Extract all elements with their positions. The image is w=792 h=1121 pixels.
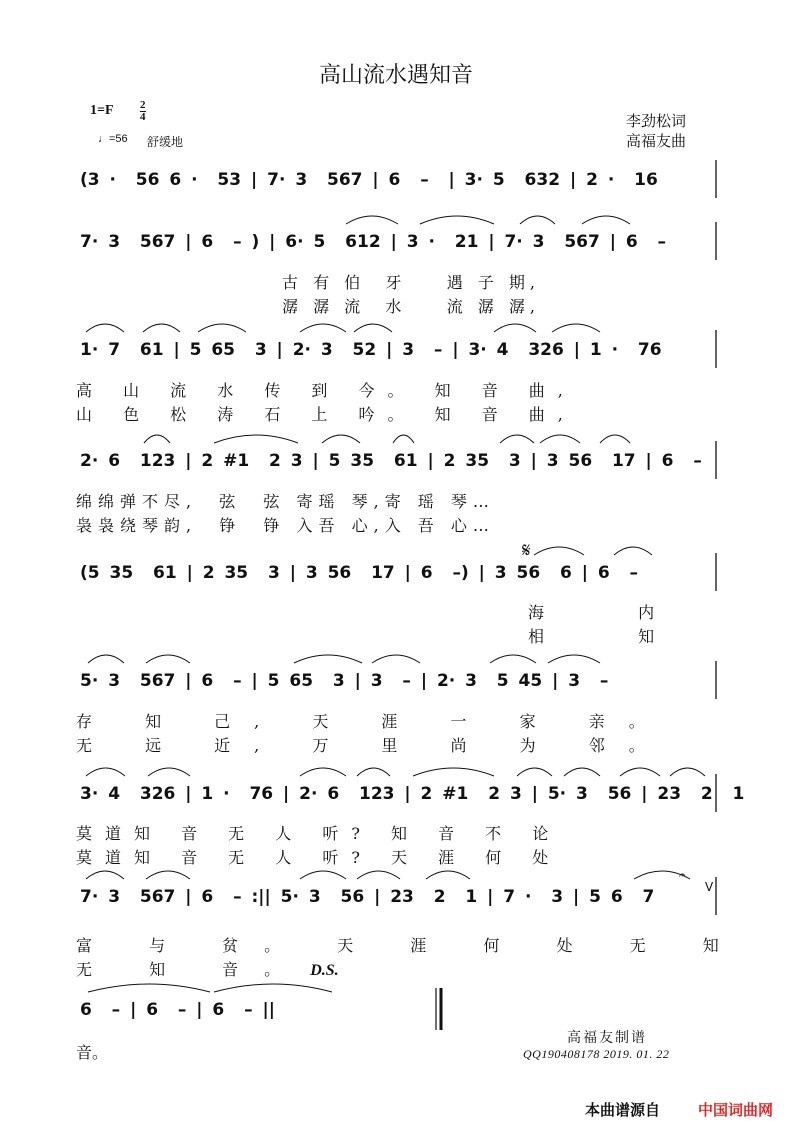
slur [357, 768, 390, 776]
source-label: 本曲谱源自 [585, 1101, 661, 1119]
lyric-line-3-2: 山 色 松 涛 石 上 吟。 知 音 曲, [76, 405, 576, 424]
lyric-line-6-1: 存 知 己, 天 涯 一 家 亲。 [76, 712, 669, 731]
slur [600, 435, 630, 443]
transcriber-credit: 高福友制谱 [567, 1030, 647, 1046]
notation-line-1: (3 · 56 6 · 53 | 7· 3 567 | 6 – | 3· 5 632 | 2 · 16 [80, 170, 658, 190]
lyric-line-8-1: 富 与 贫。 天 涯 何 处 无 知 [76, 936, 745, 955]
slur [146, 871, 190, 879]
lyric-line-4-2: 袅袅绕琴韵, 铮 铮 入吾 心,入 吾 心… [76, 516, 495, 535]
slur [517, 768, 552, 776]
segno-icon: 𝄋 [522, 538, 531, 562]
slur [294, 655, 362, 663]
tempo-mark: ♩=56 [98, 133, 128, 145]
ds-mark: D.S. [306, 962, 339, 979]
expression-mark: 舒缓地 [147, 135, 184, 149]
lyricist: 李劲松词 [626, 112, 687, 130]
time-bottom: 4 [140, 111, 146, 123]
slur [86, 768, 125, 776]
slur [413, 768, 494, 776]
slur [322, 435, 360, 443]
slur [534, 547, 584, 555]
slur [146, 655, 190, 663]
slur [88, 984, 210, 992]
notation-line-2: 7· 3 567 | 6 – ) | 6· 5 612 | 3 · 21 | 7· 3 567 | 6 – [80, 232, 667, 252]
slur [490, 655, 536, 663]
lyric-line-6-2: 无 远 近, 万 里 尚 为 邻。 [76, 736, 669, 755]
slur [520, 216, 555, 224]
notation-line-3: 1· 7 61 | 5 65 3 | 2· 3 52 | 3 – | 3· 4 326 | 1 · 76 [80, 340, 662, 360]
slur [620, 768, 660, 776]
time-top: 2 [140, 99, 146, 111]
slur [214, 984, 332, 992]
slur [300, 324, 346, 332]
slur [88, 655, 124, 663]
breath-mark-icon: V [705, 880, 714, 894]
lyric-line-2-2: 潺 潺 流 水 流 潺 潺, [282, 297, 540, 316]
lyric-line-5-1: 海 内 [528, 603, 683, 622]
slur [86, 324, 124, 332]
slur [214, 435, 298, 443]
notation-line-4: 2· 6 123 | 2 #1 2 3 | 5 35 61 | 2 35 3 | 3 56 17 | 6 – [80, 451, 702, 471]
notation-line-8: 7· 3 567 | 6 – :|| 5· 3 56 | 23 2 1 | 7 · 3 | 5 6 7 [80, 887, 655, 907]
notation-line-7: 3· 4 326 | 1 · 76 | 2· 6 123 | 2 #1 2 3 | 5· 3 56 | 23 2 1 [80, 784, 745, 804]
slur [86, 871, 124, 879]
time-signature [140, 100, 146, 123]
slur [552, 324, 600, 332]
composer: 高福友曲 [626, 132, 687, 150]
slur [393, 435, 414, 443]
slur [540, 435, 580, 443]
lyric-line-3-1: 高 山 流 水 传 到 今。 知 音 曲, [76, 381, 576, 400]
slur [548, 655, 600, 663]
slur [670, 768, 705, 776]
notation-line-5: (5 35 61 | 2 35 3 | 3 56 17 | 6 –) | 3 56 6 | 6 – [80, 563, 639, 583]
slur [494, 324, 536, 332]
slur [564, 768, 600, 776]
slur [500, 435, 534, 443]
lyric-line-5-2: 相 知 [528, 627, 683, 646]
slur [614, 547, 652, 555]
slur [420, 216, 494, 224]
slur [144, 435, 170, 443]
slur [357, 871, 400, 879]
slur [426, 871, 470, 879]
site-link[interactable]: 中国词曲网 [698, 1101, 774, 1119]
slur [300, 871, 346, 879]
slur [198, 324, 246, 332]
qq-date: QQ190408178 2019. 01. 22 [523, 1047, 670, 1061]
fermata-icon: 𝄐 [679, 868, 686, 882]
lyric-line-7-2: 莫道知 音 无 人 听? 天 涯 何 处 [76, 848, 562, 867]
notation-line-6: 5· 3 567 | 6 – | 5 65 3 | 3 – | 2· 3 5 45 | 3 – [80, 671, 609, 691]
key-signature: 1=F [90, 103, 114, 118]
page-title: 高山流水遇知音 [318, 63, 473, 88]
slur [582, 216, 630, 224]
lyric-line-9-1: 音。 [76, 1043, 109, 1062]
slur [300, 768, 346, 776]
slur [346, 216, 398, 224]
lyric-line-7-1: 莫道知 音 无 人 听? 知 音 不 论 [76, 824, 562, 843]
lyric-line-2-1: 古 有 伯 牙 遇 子 期, [282, 273, 540, 292]
lyric-line-8-2: 无 知 音。 D.S. [76, 960, 339, 979]
slur [354, 324, 392, 332]
notation-line-9: 6 – | 6 – | 6 – || [80, 1000, 275, 1020]
slur [148, 768, 190, 776]
lyric-line-4-1: 绵绵弹不尽, 弦 弦 寄瑶 琴,寄 瑶 琴… [76, 492, 495, 511]
slur [372, 655, 420, 663]
slur [143, 324, 180, 332]
